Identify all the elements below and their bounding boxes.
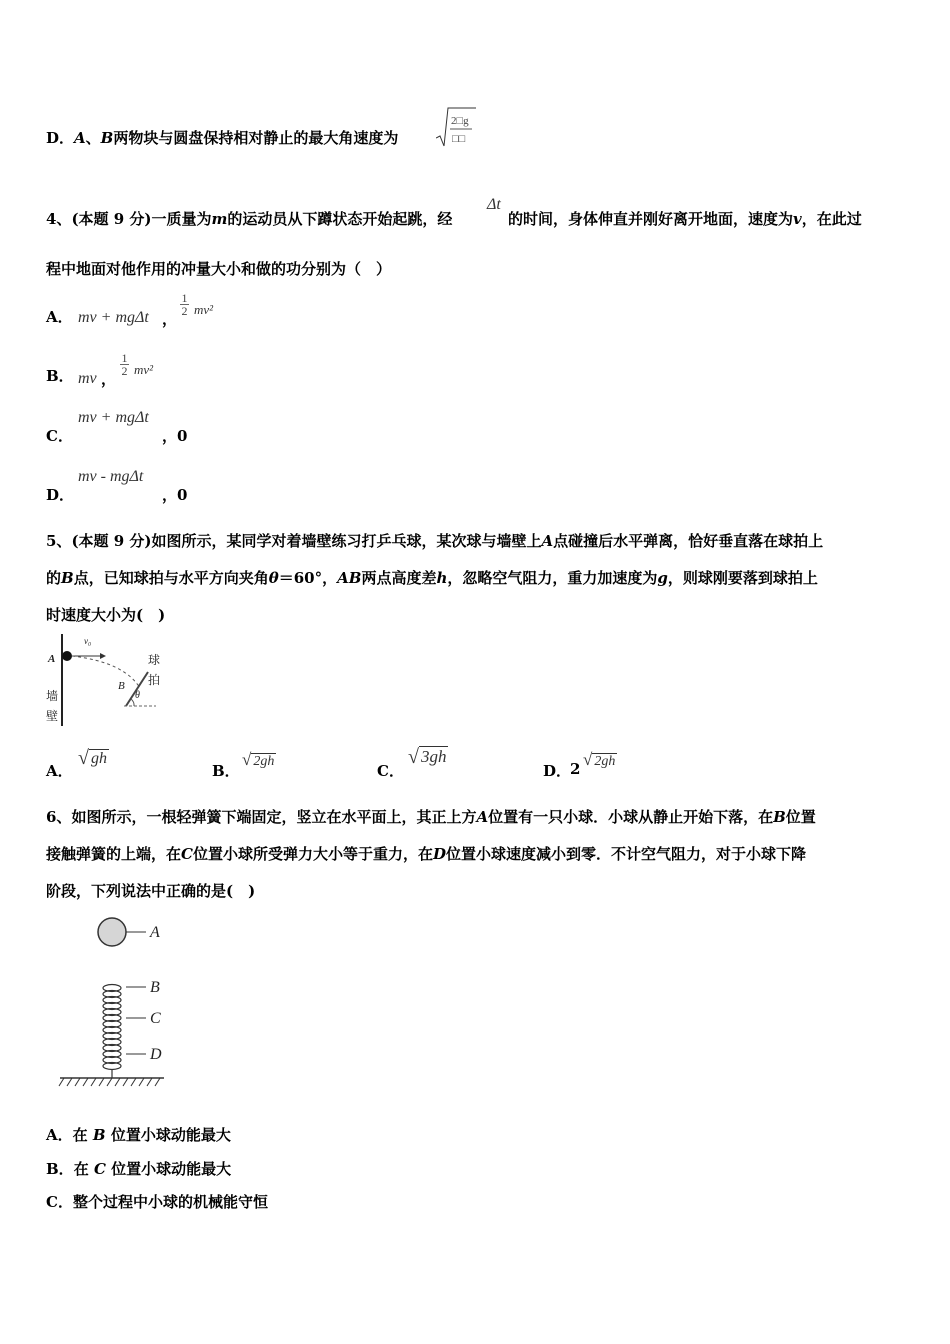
q4-option-c-label: C． [46,427,73,445]
q4-option-a-frac: $\frac{1}{2}$ [181,291,188,318]
q4-option-d-tail: ，0 [162,486,188,504]
q4-option-b-frac: $\frac{1}{2}$ [121,351,128,378]
label-b: B [150,979,160,996]
q4-stem-line1b: 的时间，身体伸直并刚好离开地面，速度为v，在此过 [508,210,862,228]
q5-option-c-sqrt: √ 3gh [408,746,447,768]
label-racket-2: 拍 [148,673,161,687]
label-c: C [150,1010,161,1027]
q6-figure [56,912,176,1090]
q6-option-c: C．整个过程中小球的机械能守恒 [46,1193,268,1211]
label-a: A [48,653,56,665]
q4-option-d-expr: mv - mgΔt [78,468,144,485]
q4-option-a-sep: ， [162,310,178,328]
q6-stem-line3: 阶段，下列说法中正确的是( ) [46,882,256,900]
q5-stem-line1: 5、(本题 9 分)如图所示，某同学对着墙壁练习打乒乓球，某次球与墙壁上A点碰撞后水平弹离，恰好垂直落在球拍上 [46,532,824,550]
q4-option-b-sep: ， [101,370,117,388]
q3-optD-num: 2□g [451,115,469,127]
q5-figure [44,632,169,728]
label-a: A [150,924,160,941]
q4-option-a-expr: mv + mgΔt [78,309,149,326]
q4-option-c-expr: mv + mgΔt [78,409,149,426]
label-wall-2: 壁 [46,709,59,723]
q4-option-b-mv2: mv² [134,362,154,377]
q3-optD-den: □□ [452,133,466,145]
q3-optD-sqrt-formula [436,104,476,148]
ball-at-a [62,651,72,661]
q5-stem-line3: 时速度大小为( ) [46,606,166,624]
trajectory [72,656,140,688]
q6-option-b: B．在 C 位置小球动能最大 [46,1160,232,1178]
q6-option-a: A．在 B 位置小球动能最大 [46,1126,231,1144]
ball [98,918,126,946]
q4-option-b-label: B． [46,367,74,385]
q5-option-d-sqrt: √ 2gh [583,750,616,769]
q5-option-b-label: B． [212,762,240,780]
q6-stem-line2: 接触弹簧的上端，在C位置小球所受弹力大小等于重力，在D位置小球速度减小到零．不计空气阻力，对于小球下降 [46,845,807,863]
spring [103,985,121,1079]
q4-option-d-label: D． [46,486,75,504]
q5-option-a-sqrt: √ gh [78,747,107,769]
q4-stem-line2: 程中地面对他作用的冲量大小和做的功分别为（ ） [46,260,392,278]
label-d: D [150,1046,162,1063]
q5-option-b-sqrt: √ 2gh [242,750,275,769]
label-wall-1: 墙 [46,689,59,703]
q5-option-a-label: A． [46,762,73,780]
q5-stem-line2: 的B点，已知球拍与水平方向夹角θ＝60°，AB两点高度差h，忽略空气阻力，重力加速度为g，则球刚要落到球拍上 [46,569,818,587]
q4-option-c-tail: ，0 [162,427,188,445]
q6-stem-line1: 6、如图所示，一根轻弹簧下端固定，竖立在水平面上，其正上方A位置有一只小球．小球从静止开始下落，在B位置 [46,808,816,826]
q5-option-c-label: C． [377,762,404,780]
q4-option-b-expr: mv [78,370,97,387]
q4-stem-line1: 4、(本题 9 分)一质量为m的运动员从下蹲状态开始起跳，经 [46,210,453,228]
q4-option-a-label: A． [46,308,73,326]
q5-option-d-coef: 2 [570,760,581,778]
label-theta: θ [135,690,140,701]
q4-option-a-mv2: mv² [194,302,214,317]
q3-option-d: D．A、B两物块与圆盘保持相对静止的最大角速度为 [46,129,399,147]
label-racket-1: 球 [148,653,161,667]
q5-option-d-label: D． [543,762,572,780]
q4-delta-t: Δt [487,196,501,213]
label-v0: v₀ [84,636,92,646]
label-b: B [118,680,125,692]
